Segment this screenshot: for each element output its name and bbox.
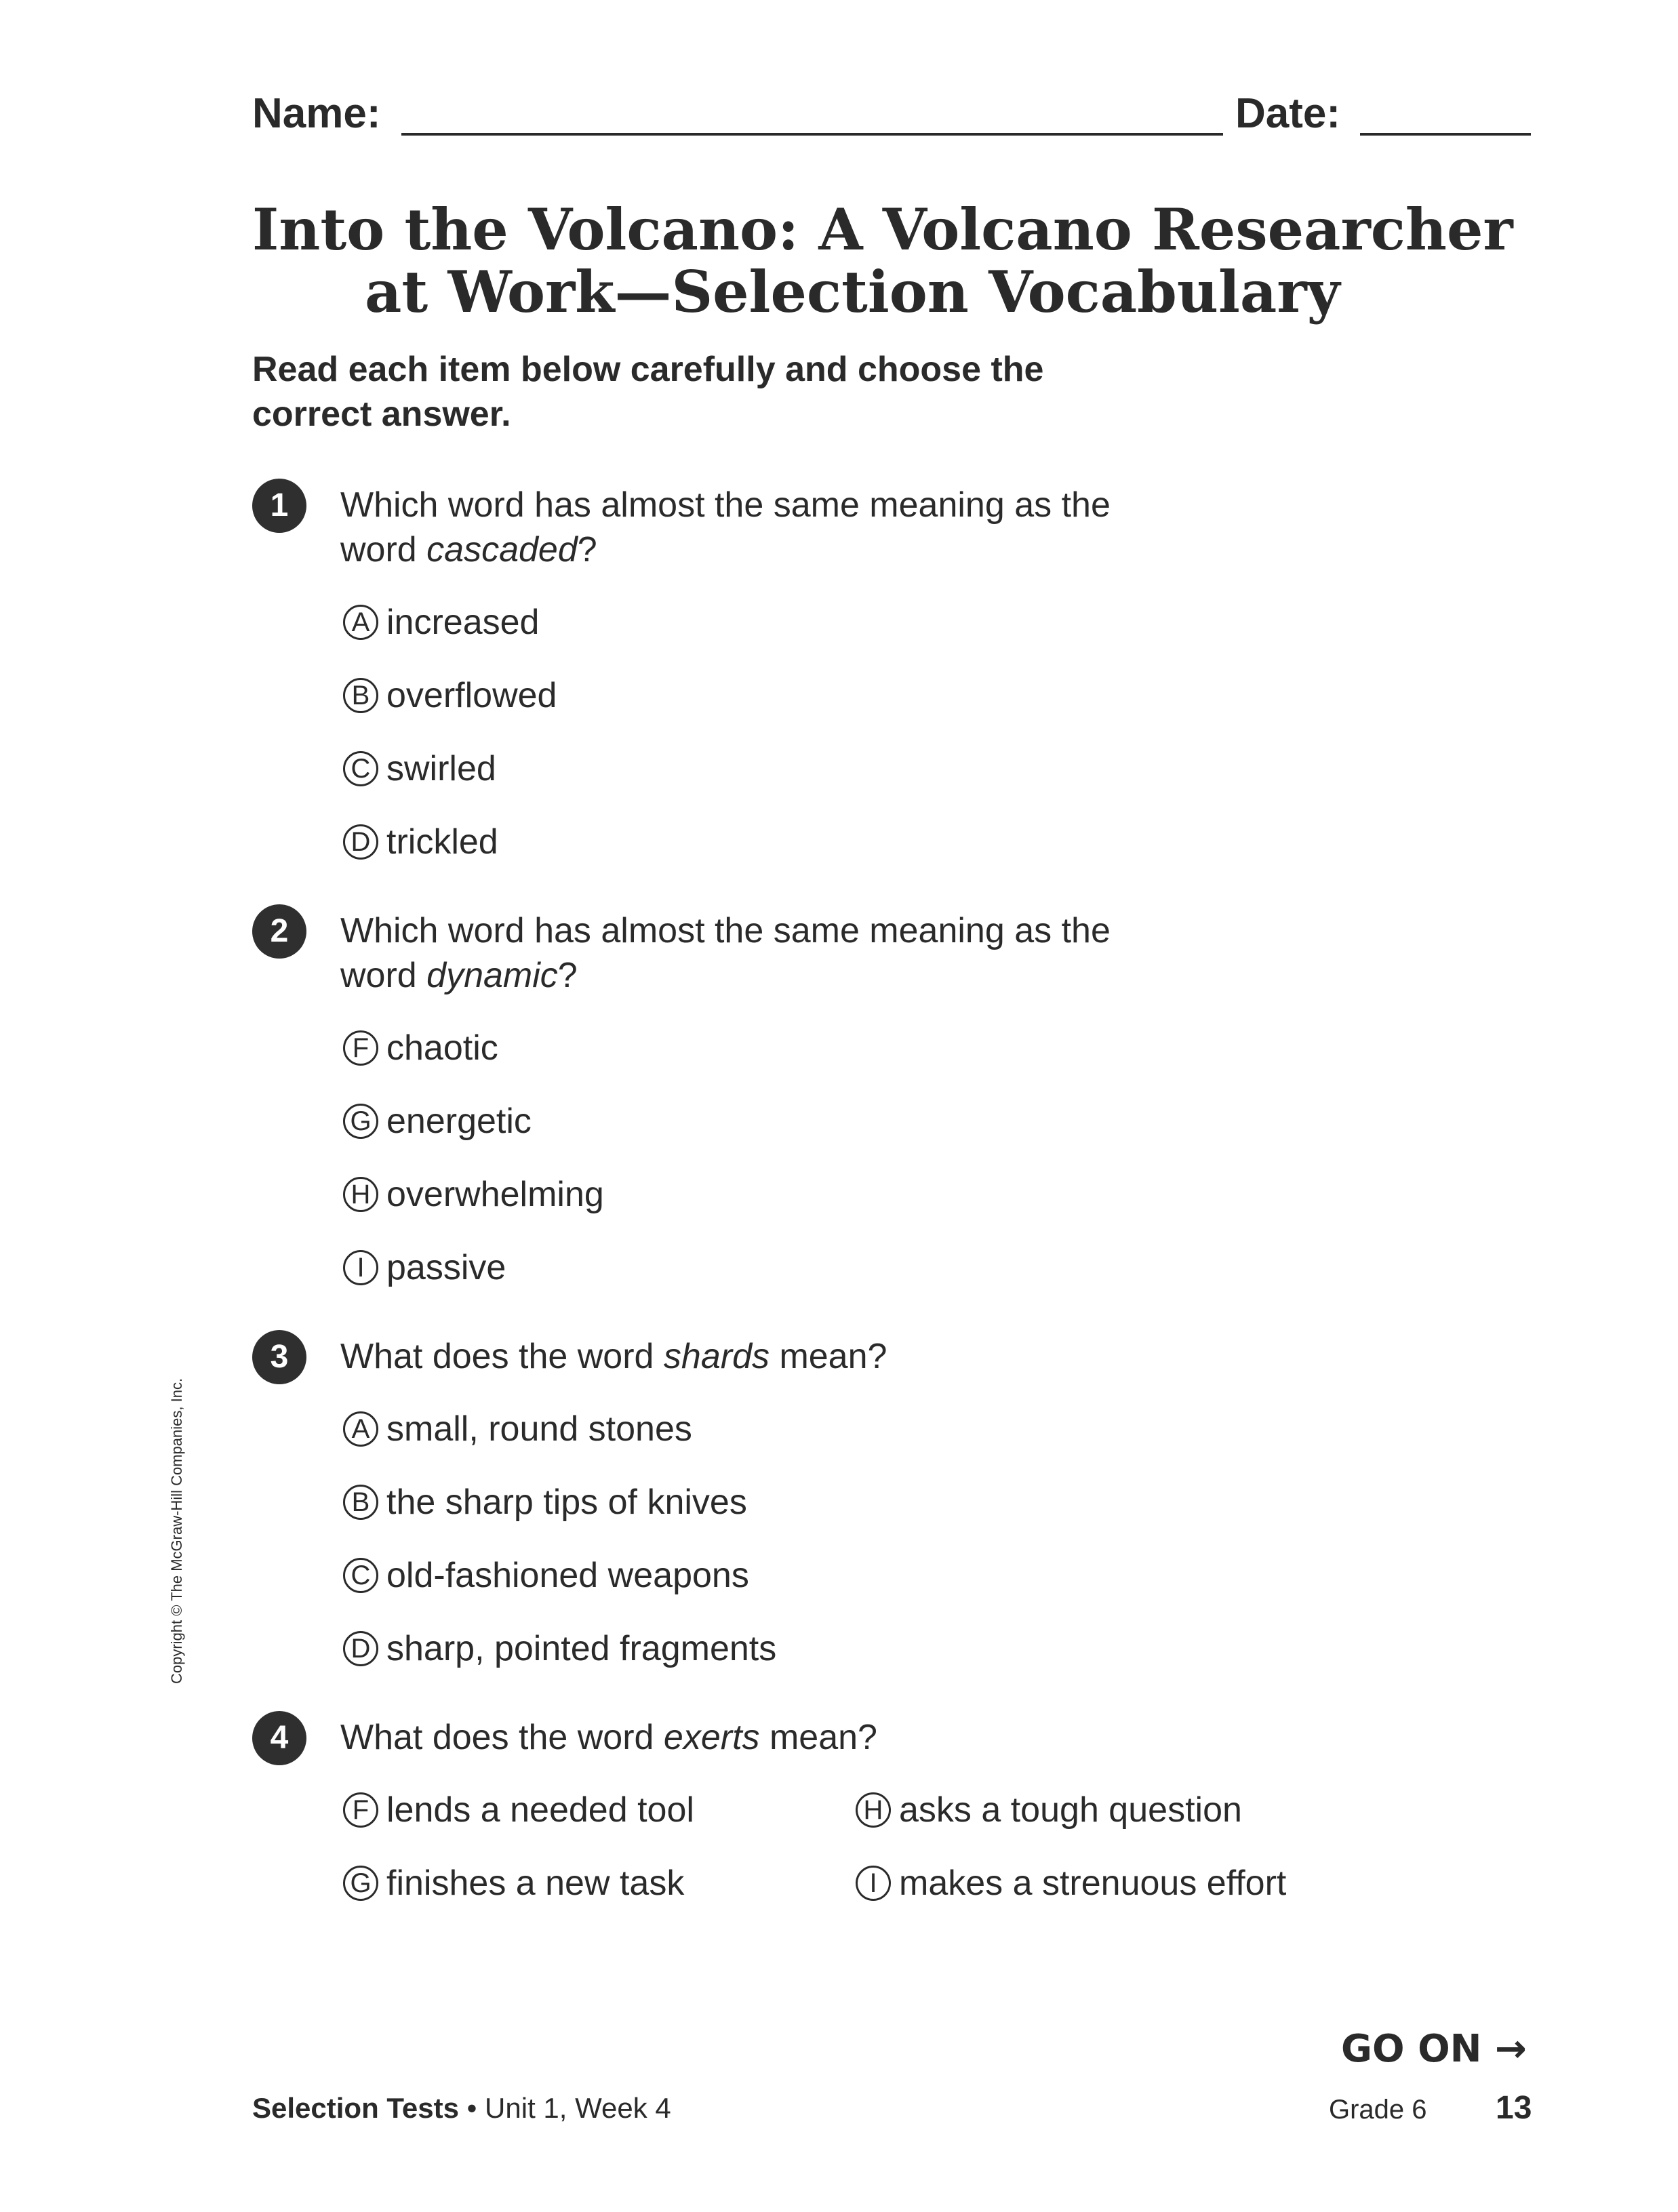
answer-choice[interactable] — [343, 1555, 749, 1596]
question-2-line-2 — [340, 953, 1111, 998]
question-1-line-1: Which word has almost the same meaning as the — [340, 485, 1111, 525]
go-on-label: GO ON → — [1341, 2027, 1527, 2071]
page-number: 13 — [1496, 2090, 1532, 2126]
answer-text: makes a strenuous effort — [899, 1864, 1287, 1903]
answer-choice[interactable] — [343, 1409, 692, 1449]
question-4-prefix: What does the word — [340, 1718, 664, 1757]
answer-text: finishes a new task — [386, 1864, 685, 1903]
answer-choice[interactable] — [343, 1174, 604, 1215]
question-1-line-2 — [340, 527, 1111, 572]
answer-bubble-h[interactable]: H — [343, 1177, 378, 1212]
footer-series-name: Selection Tests — [252, 2092, 459, 2124]
answer-bubble-g[interactable]: G — [343, 1104, 378, 1139]
answer-choice[interactable] — [343, 822, 498, 862]
answer-bubble-h[interactable]: H — [856, 1792, 891, 1828]
answer-bubble-d[interactable]: D — [343, 1631, 378, 1666]
answer-bubble-g[interactable]: G — [343, 1866, 378, 1901]
answer-bubble-i[interactable]: I — [856, 1866, 891, 1901]
page-title-line-2: at Work—Selection Vocabulary — [365, 258, 1340, 325]
answer-text: overwhelming — [386, 1175, 604, 1214]
answer-choice[interactable] — [343, 1101, 532, 1142]
question-4-suffix: mean? — [759, 1718, 877, 1757]
question-1-suffix: ? — [577, 530, 597, 569]
question-3-keyword: shards — [663, 1337, 770, 1376]
question-number-badge: 1 — [252, 479, 306, 533]
question-number-badge: 2 — [252, 904, 306, 959]
answer-choice[interactable] — [856, 1863, 1286, 1904]
answer-choice[interactable] — [343, 1790, 694, 1830]
side-copyright: Copyright © The McGraw-Hill Companies, Inc. — [168, 1378, 185, 1684]
answer-choice[interactable] — [343, 1482, 747, 1523]
answer-text: swirled — [386, 749, 496, 788]
answer-text: trickled — [386, 822, 498, 862]
answer-text: sharp, pointed fragments — [386, 1629, 777, 1668]
question-2-line-1: Which word has almost the same meaning as the — [340, 911, 1111, 950]
answer-text: small, round stones — [386, 1409, 692, 1449]
answer-text: chaotic — [386, 1028, 498, 1068]
answer-choice[interactable] — [343, 748, 496, 789]
date-blank-line[interactable] — [1360, 133, 1531, 136]
question-2-suffix: ? — [557, 956, 578, 995]
date-label: Date: — [1235, 90, 1341, 137]
answer-text: old-fashioned weapons — [386, 1556, 749, 1595]
answer-choice[interactable] — [343, 1863, 684, 1904]
answer-choice[interactable] — [343, 1028, 498, 1068]
answer-choice[interactable] — [343, 675, 557, 716]
answer-text: increased — [386, 603, 540, 642]
footer-grade: Grade 6 — [1329, 2095, 1427, 2125]
answer-choice[interactable] — [343, 1628, 776, 1669]
question-3-prefix: What does the word — [340, 1337, 664, 1376]
question-2-word-label: word — [340, 956, 427, 995]
answer-bubble-c[interactable]: C — [343, 751, 378, 786]
answer-text: energetic — [386, 1102, 532, 1141]
instructions-line-2: correct answer. — [252, 395, 511, 434]
question-3-text — [340, 1334, 887, 1379]
name-blank-line[interactable] — [401, 133, 1223, 136]
question-4-text — [340, 1715, 877, 1760]
instructions-line-1: Read each item below carefully and choose the — [252, 350, 1044, 389]
question-number-badge: 3 — [252, 1330, 306, 1384]
question-1-keyword: cascaded — [426, 530, 578, 569]
answer-bubble-f[interactable]: F — [343, 1030, 378, 1066]
answer-text: passive — [386, 1248, 506, 1287]
question-1-word-label: word — [340, 530, 427, 569]
footer-series — [252, 2092, 671, 2125]
answer-bubble-b[interactable]: B — [343, 1485, 378, 1520]
answer-choice[interactable] — [343, 1247, 506, 1288]
answer-choice[interactable] — [856, 1790, 1242, 1830]
answer-bubble-b[interactable]: B — [343, 678, 378, 713]
answer-bubble-c[interactable]: C — [343, 1558, 378, 1593]
footer-unit: • Unit 1, Week 4 — [466, 2092, 671, 2124]
question-1-text — [340, 483, 1111, 572]
answer-bubble-d[interactable]: D — [343, 824, 378, 860]
answer-bubble-a[interactable]: A — [343, 605, 378, 640]
answer-bubble-f[interactable]: F — [343, 1792, 378, 1828]
answer-choice[interactable] — [343, 602, 539, 643]
question-2-text — [340, 908, 1111, 998]
name-label: Name: — [252, 90, 381, 137]
answer-text: lends a needed tool — [386, 1790, 694, 1830]
question-number-badge: 4 — [252, 1711, 306, 1765]
answer-text: overflowed — [386, 676, 557, 715]
question-2-keyword: dynamic — [426, 956, 558, 995]
instructions — [252, 347, 1043, 437]
question-4-keyword: exerts — [663, 1718, 760, 1757]
answer-text: the sharp tips of knives — [386, 1483, 747, 1522]
page-title-line-1: Into the Volcano: A Volcano Researcher — [252, 196, 1513, 263]
question-3-suffix: mean? — [770, 1337, 887, 1376]
answer-bubble-i[interactable]: I — [343, 1250, 378, 1285]
answer-text: asks a tough question — [899, 1790, 1242, 1830]
answer-bubble-a[interactable]: A — [343, 1411, 378, 1447]
